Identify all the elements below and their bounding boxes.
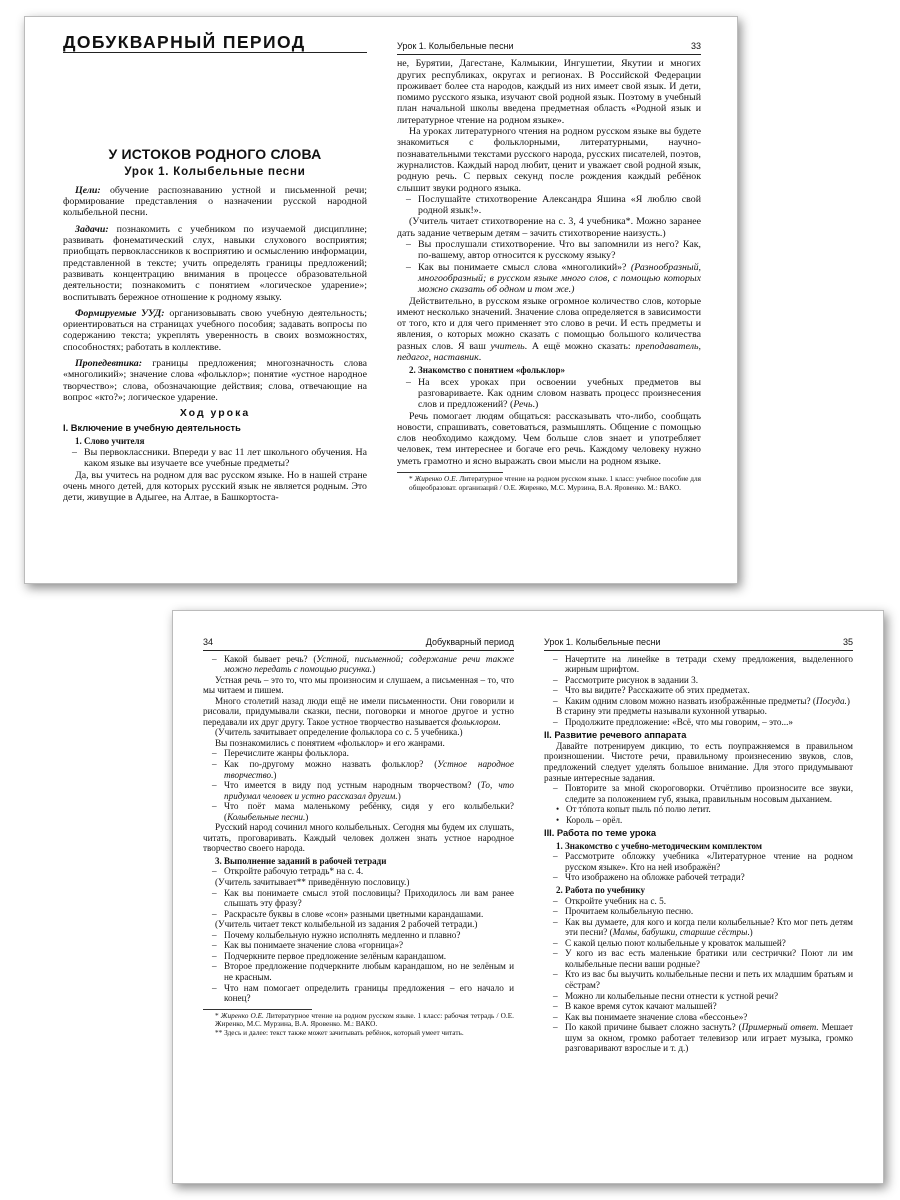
paragraph: Русский народ сочинил много колыбельных. Сегодня мы будем их слушать, читать, проговаривать. Каждый человек должен знать устное народное творчество своего народа. (203, 822, 514, 854)
propaedeutics-paragraph: Пропедевтика: границы предложения; многозначность слова «многоликий»; значение слова «фольклор»; понятие «устное народное творчество»; слова, обозначающие действия; слова, отвечающие на вопрос «кто?»; логическое ударение. (63, 358, 367, 403)
footnote: * Жиренко О.Е. Литературное чтение на родном русском языке. 1 класс: рабочая тетрадь / О.Е. Жиренко, М.С. Мурзина, В.А. Яровенко. М.: ВАКО. (215, 1010, 514, 1029)
dialog-line: – В какое время суток качают малышей? (544, 1001, 853, 1012)
dialog-line: – Вы прослушали стихотворение. Что вы запомнили из него? Как, по-вашему, автор относится к русскому языку? (397, 239, 701, 262)
subsection-heading: 1. Слово учителя (75, 435, 145, 446)
paragraph: (Учитель читает текст колыбельной из задания 2 рабочей тетради.) (215, 919, 478, 930)
page-number: 35 (842, 637, 853, 647)
footnote: * Жиренко О.Е. Литературное чтение на родном русском языке. 1 класс: учебное пособие для общеобразоват. организаций / О.Е. Жиренко, М.С. Мурзина, В.А. Яровенко. М.: ВАКО. (409, 473, 702, 492)
paragraph: Да, вы учитесь на родном для вас русском языке. Но в нашей стране очень много детей, для которых русский язык не является родным. Это дети, живущие в Адыгее, на Алтае, в Башкортоста- (63, 469, 367, 504)
running-head-title: Урок 1. Колыбельные песни (544, 637, 661, 647)
subsection-heading: 1. Знакомство с учебно-методическим комплектом (556, 840, 762, 851)
lesson-title: Урок 1. Колыбельные песни (124, 165, 306, 178)
dialog-line: – Продолжите предложение: «Всё, что мы говорим, – это...» (544, 717, 853, 728)
dialog-line: – На всех уроках при освоении учебных предметов вы разговариваете. Как одним словом назвать процесс произнесения слов и предложений? (Речь.) (397, 377, 701, 411)
dialog-line: – Повторите за мной скороговорки. Отчётливо произносите все звуки, следите за положением губ, языка, правильным носовым дыханием. (544, 783, 853, 804)
dialog-line: – Откройте учебник на с. 5. (544, 896, 853, 907)
section-heading: III. Работа по теме урока (544, 828, 656, 839)
footnote-divider (397, 472, 503, 473)
dialog-line: – Второе предложение подчеркните любым карандашом, но не зелёным и не красным. (203, 961, 514, 982)
paragraph: (Учитель зачитывает** приведённую пословицу.) (215, 877, 410, 888)
dialog-line: – Откройте рабочую тетрадь* на с. 4. (203, 866, 514, 877)
list-item: • От тóпота копыт пыль пó полю летит. (544, 804, 853, 815)
paragraph: Устная речь – это то, что мы произносим и слушаем, а письменная – то, что мы читаем и пишем. (203, 674, 514, 696)
dialog-line: – Как по-другому можно назвать фольклор? (Устное народное творчество.) (203, 759, 514, 780)
subsection-heading: 2. Работа по учебнику (556, 885, 645, 896)
dialog-line: – Прочитаем колыбельную песню. (544, 906, 853, 917)
paragraph: (Учитель зачитывает определение фольклора со с. 5 учебника.) (215, 727, 463, 738)
dialog-line: – Как вы понимаете смысл этой пословицы? Приходилось ли вам ранее слышать эту фразу? (203, 888, 514, 909)
footnote: ** Здесь и далее: текст также может зачитывать ребёнок, который умеет читать. (215, 1027, 464, 1037)
dialog-line: – Что поёт мама маленькому ребёнку, сидя у его колыбельки? (Колыбельные песни.) (203, 801, 514, 822)
footnote-divider (203, 1009, 312, 1010)
dialog-line: – Кто из вас бы выучить колыбельные песни и петь их младшим братьям и сёстрам? (544, 969, 853, 990)
lesson-course-heading: Ход урока (179, 407, 251, 420)
dialog-line: – Что имеется в виду под устным народным творчеством? (То, что придумал человек и устно рассказал другим.) (203, 780, 514, 801)
running-head-title: Урок 1. Колыбельные песни (397, 41, 514, 51)
dialog-line: – Что вы видите? Расскажите об этих предметах. (544, 685, 853, 696)
paragraph: Много столетий назад люди ещё не имели письменности. Они говорили и рисовали, придумывали сказки, песни, поговорки и многое другое и устно передавали их друг другу. Такое устное творчество называется фольклором. (203, 695, 514, 727)
dialog-line: – Каким одним словом можно назвать изображённые предметы? (Посуда.) (544, 696, 853, 707)
dialog-line: – Как вы понимаете значение слова «бессонье»? (544, 1012, 853, 1023)
page-33 (381, 17, 737, 583)
subsection-heading: 3. Выполнение заданий в рабочей тетради (215, 855, 387, 866)
section-heading: II. Развитие речевого аппарата (544, 730, 687, 741)
dialog-line: – С какой целью поют колыбельные у кроваток малышей? (544, 938, 853, 949)
paragraph: Действительно, в русском языке огромное количество слов, которые имеют несколько значений. Значение слова определяется в зависимости от того, кто и для чего применяет это слово в речи. И есть предметы и явления, о которых можно сказать с помощью большого количества разных слов. Я ваш учитель. А ещё можно сказать: преподаватель, педагог, наставник. (397, 295, 701, 364)
dialog-line: – Как вы думаете, для кого и когда пели колыбельные? Кто мог петь детям эти песни? (Мамы, бабушки, старшие сёстры.) (544, 917, 853, 938)
list-item: • Король – орёл. (544, 815, 853, 826)
subsection-heading: 2. Знакомство с понятием «фольклор» (409, 365, 566, 376)
running-header (397, 41, 701, 55)
section-heading: I. Включение в учебную деятельность (63, 422, 241, 433)
paragraph: Давайте потренируем дикцию, то есть поупражняемся в правильном произношении. Чистоте речи, правильному произнесению звуков, слов, предложений следует уделять большое внимание. Для этого придумывают разные интересные задания. (544, 740, 853, 783)
dialog-line: – Вы первоклассники. Впереди у вас 11 лет школьного обучения. На каком языке вы изучаете все учебные предметы? (63, 447, 367, 470)
propaedeutics-label: Пропедевтика: (75, 358, 143, 370)
dialog-line: – Можно ли колыбельные песни отнести к устной речи? (544, 991, 853, 1002)
page-35 (528, 611, 883, 1183)
dialog-line: – Что нам помогает определить границы предложения – его начало и конец? (203, 983, 514, 1004)
running-head-title: Добукварный период (425, 637, 514, 647)
goals-paragraph: Цели: обучение распознаванию устной и письменной речи; формирование представления о назначении русской народной колыбельной песни. (63, 184, 367, 219)
dialog-line: – У кого из вас есть маленькие братики или сестрички? Поют ли им колыбельные песни ваши родные? (544, 948, 853, 969)
dialog-line: – По какой причине бывает сложно заснуть? (Примерный ответ. Мешает шум за окном, громко работает телевизор или играет музыка, громко разговаривают взрослые и т. д.) (544, 1022, 853, 1054)
running-header (544, 637, 853, 651)
page-32 (25, 17, 381, 583)
dialog-line: – Почему колыбельную нужно исполнять медленно и плавно? (203, 930, 514, 941)
dialog-line: – Что изображено на обложке рабочей тетради? (544, 872, 853, 883)
dialog-line: – Какой бывает речь? (Устной, письменной; содержание речи также можно передать с помощью рисунка.) (203, 654, 514, 675)
paragraph: (Учитель читает стихотворение на с. 3, 4 учебника*. Можно заранее дать задание четверым детям – зачить стихотворение наизусть.) (397, 216, 701, 239)
dialog-line: – Рассмотрите обложку учебника «Литературное чтение на родном русском языке». Кто на ней изображён? (544, 851, 853, 872)
dialog-line: – Рассмотрите рисунок в задании 3. (544, 675, 853, 686)
dialog-line: – Перечислите жанры фольклора. (203, 748, 514, 759)
dialog-line: – Подчеркните первое предложение зелёным карандашом. (203, 951, 514, 962)
book-spread-bottom (172, 610, 884, 1184)
dialog-line: – Как вы понимаете значение слова «горница»? (203, 940, 514, 951)
book-spread-top (24, 16, 738, 584)
paragraph: Вы познакомились с понятием «фольклор» и его жанрами. (215, 737, 445, 748)
chapter-title: ДОБУКВАРНЫЙ ПЕРИОД (63, 37, 367, 53)
dialog-line: – Послушайте стихотворение Александра Яшина «Я люблю свой родной язык!». (397, 194, 701, 217)
tasks-label: Задачи: (75, 223, 109, 235)
section-title: У ИСТОКОВ РОДНОГО СЛОВА (108, 146, 322, 163)
dialog-line: – Начертите на линейке в тетради схему предложения, выделенного жирным шрифтом. (544, 654, 853, 675)
page-number: 34 (203, 637, 214, 647)
paragraph: не, Бурятии, Дагестане, Калмыкии, Ингушетии, Якутии и многих других республиках, округах и регионах. В Российской Федерации проживает более ста народов, каждый из них имеет свой язык. И дети, помимо русского языка, изучают свой родной язык. Поэтому в учебный план начальной школы введена предметная область «Родной язык и литературное чтение на родном языке». (397, 58, 701, 126)
uud-paragraph: Формируемые УУД: организовывать свою учебную деятельность; ориентироваться на страницах учебного пособия; задавать вопросы по содержанию текста; укреплять уверенность в своих возможностях, способностях; работать в коллективе. (63, 307, 367, 353)
dialog-line: – Раскрасьте буквы в слове «сон» разными цветными карандашами. (203, 909, 514, 920)
uud-label: Формируемые УУД: (75, 307, 165, 319)
paragraph: На уроках литературного чтения на родном русском языке вы будете знакомиться с фольклорными, литературными, научно-познавательными текстами русского народа, русских писателей, поэтов, журналистов. Каждый народ любит, ценит и уважает свой родной язык, родную речь. С первых секунд после рождения каждый ребёнок слышит звуки родного языка. (397, 126, 701, 194)
paragraph: В старину эти предметы называли кухонной утварью. (556, 706, 767, 717)
goals-label: Цели: (75, 184, 101, 196)
page-34 (173, 611, 528, 1183)
tasks-paragraph: Задачи: познакомить с учебником по изучаемой дисциплине; развивать фонематический слух, навыки слухового восприятия; приобщать первоклассников к восприятию и осмыслению информации, представленной в тексте; учить определять границы предложений; развивать концентрацию внимания в процессе образовательной деятельности; познакомить с понятием «логическое ударение»; воспитывать бережное отношение к родному языку. (63, 223, 367, 303)
dialog-line: – Как вы понимаете смысл слова «многоликий»? (Разнообразный, многообразный; в русском языке много слов, с помощью которых можно сказать об одном и том же.) (397, 262, 701, 296)
paragraph: Речь помогает людям общаться: рассказывать что-либо, сообщать новости, спрашивать, советоваться, размышлять. Общение с помощью слов необходимо каждому. Чем больше слов знает и употребляет человек, тем интереснее и богаче его речь. Каждому человеку нужно уметь грамотно и ясно выражать свои мысли на родном языке. (397, 410, 701, 467)
page-number: 33 (690, 41, 701, 51)
running-header (203, 637, 514, 651)
